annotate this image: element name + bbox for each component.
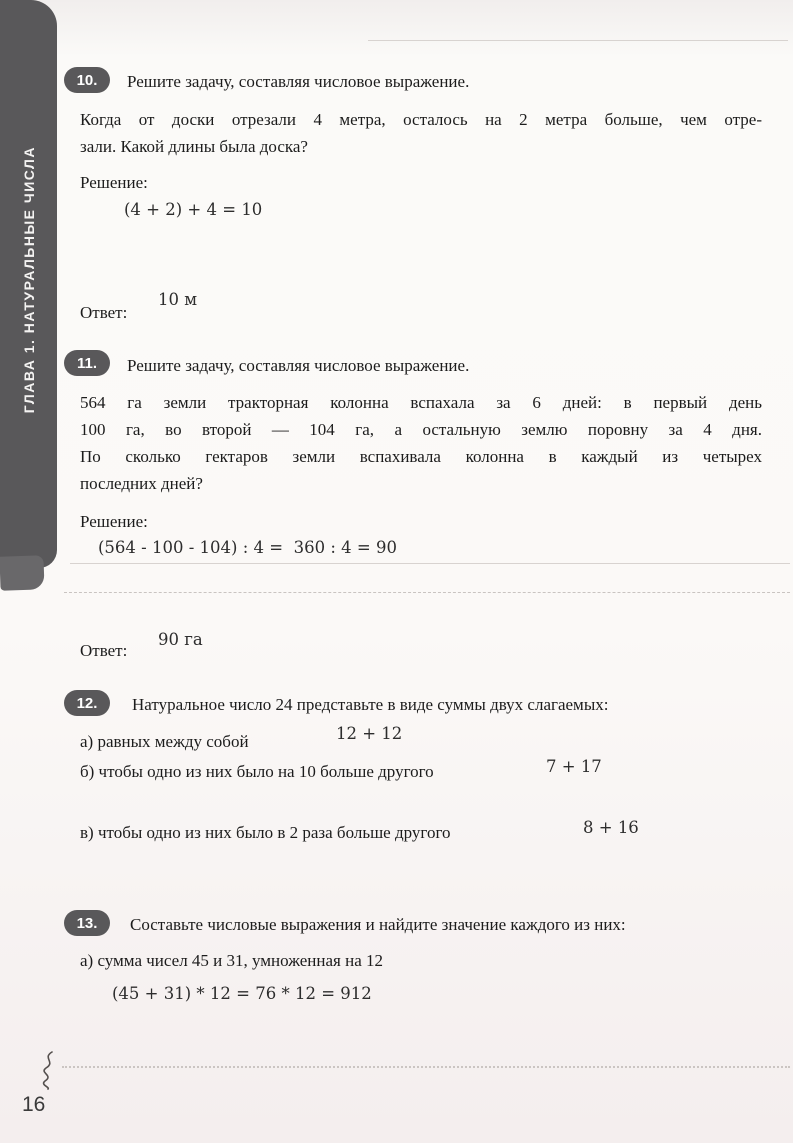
problem-12-title: Натуральное число 24 представьте в виде суммы двух слагаемых: xyxy=(132,695,609,714)
bottom-dotted-rule xyxy=(62,1066,790,1068)
pen-scribble-icon xyxy=(36,1050,62,1090)
problem-10-solution-value: (4 + 2) + 4 = 10 xyxy=(124,200,263,219)
problem-12-item-c-answer: 8 + 16 xyxy=(583,818,639,837)
problem-12-item-a: а) равных между собой xyxy=(80,732,249,751)
problem-11-solution-label: Решение: xyxy=(80,512,148,531)
problem-10-body-line-1: Когда от доски отрезали 4 метра, осталось на 2 метра больше, чем отре- xyxy=(80,110,762,129)
problem-11-badge: 11. xyxy=(64,350,110,376)
problem-10-solution-label: Решение: xyxy=(80,173,148,192)
problem-10-answer-label: Ответ: xyxy=(80,303,128,322)
problem-12-item-c: в) чтобы одно из них было в 2 раза больше другого xyxy=(80,823,451,842)
problem-12-item-b: б) чтобы одно из них было на 10 больше другого xyxy=(80,762,434,781)
chapter-label-text: ГЛАВА 1. НАТУРАЛЬНЫЕ ЧИСЛА xyxy=(21,146,37,414)
problem-11-title: Решите задачу, составляя числовое выражение. xyxy=(127,356,470,375)
problem-11-answer-value: 90 га xyxy=(158,630,203,649)
scan-artifact-line-top xyxy=(368,40,788,41)
problem-11-body-line-3: По сколько гектаров земли вспахивала колонна в каждый из четырех xyxy=(80,447,762,466)
problem-11-body-line-4: последних дней? xyxy=(80,474,203,493)
problem-12-badge: 12. xyxy=(64,690,110,716)
problem-10-badge: 10. xyxy=(64,67,110,93)
chapter-label xyxy=(13,110,45,450)
problem-12-item-a-answer: 12 + 12 xyxy=(336,724,403,743)
problem-11-solution-value: (564 - 100 - 104) : 4 = 360 : 4 = 90 xyxy=(98,538,397,557)
problem-11-body-line-2: 100 га, во второй — 104 га, а остальную землю поровну за 4 дня. xyxy=(80,420,762,439)
problem-10-title: Решите задачу, составляя числовое выражение. xyxy=(127,72,470,91)
problem-13-item-a: а) сумма чисел 45 и 31, умноженная на 12 xyxy=(80,951,384,970)
faded-ruled-line-2 xyxy=(64,592,790,593)
problem-10-body-line-2: зали. Какой длины была доска? xyxy=(80,137,308,156)
page-number: 16 xyxy=(22,1093,46,1116)
problem-12-item-b-answer: 7 + 17 xyxy=(546,757,602,776)
problem-11-body-line-1: 564 га земли тракторная колонна вспахала за 6 дней: в первый день xyxy=(80,393,762,412)
faded-ruled-line-1 xyxy=(70,563,790,564)
problem-11-answer-label: Ответ: xyxy=(80,641,128,660)
problem-13-item-a-solution: (45 + 31) * 12 = 76 * 12 = 912 xyxy=(112,984,372,1003)
chapter-sidebar-torn-edge xyxy=(0,555,45,591)
problem-10-answer-value: 10 м xyxy=(158,290,198,309)
problem-13-badge: 13. xyxy=(64,910,110,936)
problem-13-title: Составьте числовые выражения и найдите значение каждого из них: xyxy=(130,915,626,934)
